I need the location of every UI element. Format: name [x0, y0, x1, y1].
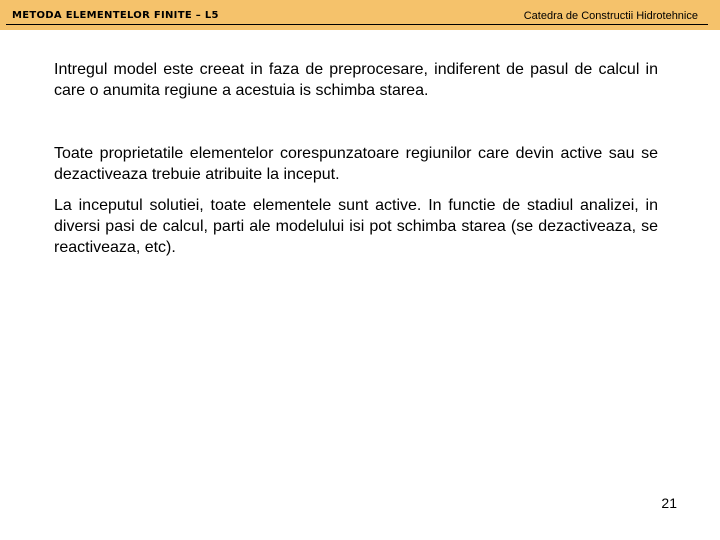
header-divider [6, 24, 708, 25]
department-name: Catedra de Constructii Hidrotehnice [523, 10, 698, 22]
paragraph-element-properties: Toate proprietatile elementelor corespunzatoare regiunilor care devin active sau se dezactiveaza trebuie atribuite la inceput. [54, 145, 658, 183]
paragraph-model-creation: Intregul model este creeat in faza de preprocesare, indiferent de pasul de calcul in care o anumita regiune a acestuia is schimba starea. [54, 61, 658, 99]
paragraph-solution-start: La inceputul solutiei, toate elementele sunt active. In functie de stadiul analizei, in diversi pasi de calcul, parti ale modelului isi pot schimba starea (se dezactiveaza, se reactiveaza, etc). [54, 197, 658, 256]
course-title: METODA ELEMENTELOR FINITE – L5 [12, 10, 219, 21]
slide-body [54, 59, 658, 258]
page-number: 21 [661, 495, 677, 511]
